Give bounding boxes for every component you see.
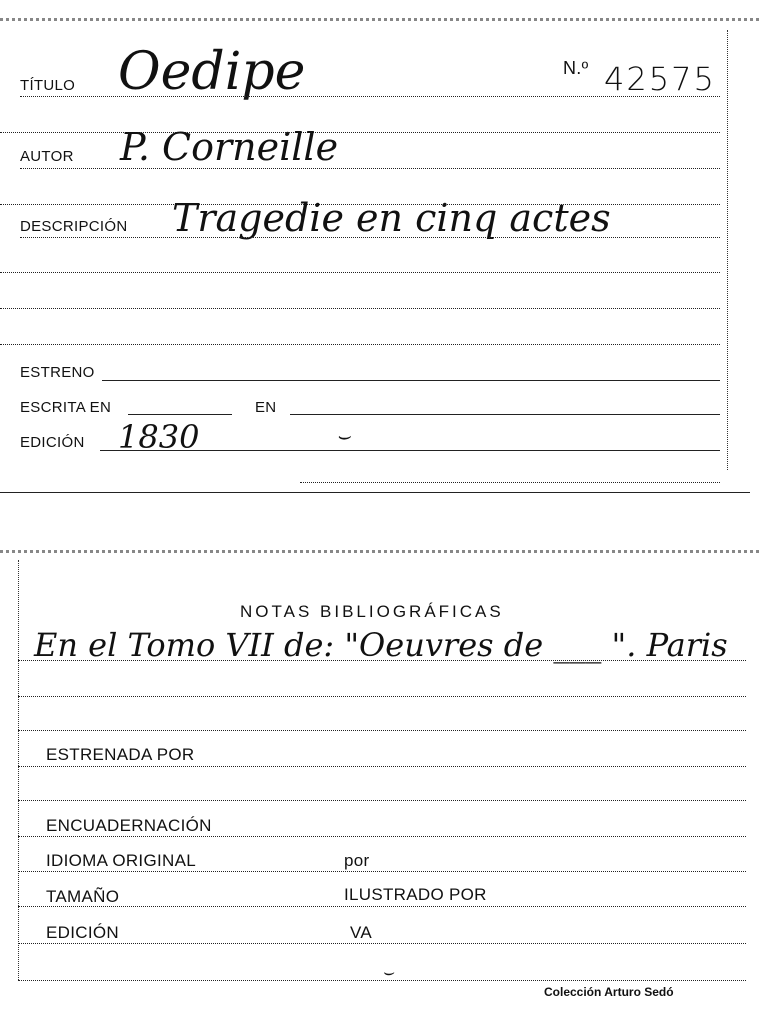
descripcion-label: DESCRIPCIÓN: [20, 218, 128, 235]
titulo-label: TÍTULO: [20, 77, 76, 94]
estrenada-line: [18, 766, 746, 767]
en-line: [290, 414, 720, 415]
card-bottom-border: [0, 492, 750, 493]
tilde-mark: ⌣: [382, 962, 394, 983]
blank-line: [0, 344, 720, 345]
edicion-value: 1830: [118, 418, 200, 456]
tilde-mark: ⌣: [336, 424, 351, 449]
escrita-en-line: [128, 414, 232, 415]
blank-line: [18, 696, 746, 697]
card-top-edge: [0, 550, 759, 553]
numero-value: 42575: [604, 60, 716, 98]
blank-line: [300, 482, 720, 483]
edicion-label: EDICIÓN: [20, 434, 85, 451]
numero-label: N.º: [563, 58, 589, 78]
edicion-line: [100, 450, 720, 451]
tamano-label: TAMAÑO: [46, 887, 120, 906]
blank-line: [18, 730, 746, 731]
estreno-line: [102, 380, 720, 381]
notas-value: En el Tomo VII de: "Oeuvres de ___ ". Paris: [34, 626, 728, 664]
blank-line: [18, 800, 746, 801]
descripcion-value: Tragedie en cinq actes: [172, 196, 611, 240]
idioma-label: IDIOMA ORIGINAL: [46, 851, 196, 870]
blank-line: [0, 308, 720, 309]
descripcion-line: [20, 237, 720, 238]
blank-line: [0, 132, 720, 133]
ilustrado-label: ILUSTRADO POR: [344, 885, 487, 904]
card-top-edge: [0, 18, 759, 21]
escrita-en-label: ESCRITA EN: [20, 399, 112, 416]
tamano-line: [18, 906, 746, 907]
left-margin-line: [18, 560, 19, 980]
autor-line: [20, 168, 720, 169]
right-margin-line: [727, 30, 728, 470]
notas-heading: NOTAS BIBLIOGRÁFICAS: [240, 602, 504, 621]
idioma-line: [18, 871, 746, 872]
encuadernacion-label: ENCUADERNACIÓN: [46, 816, 212, 835]
catalog-card-front: [0, 0, 759, 496]
encuadernacion-line: [18, 836, 746, 837]
por-label: por: [344, 851, 370, 870]
collection-footer: Colección Arturo Sedó: [544, 985, 674, 999]
blank-line: [0, 272, 720, 273]
edicion-label: EDICIÓN: [46, 923, 119, 942]
edicion-line: [18, 943, 746, 944]
catalog-card-back: [0, 540, 759, 1028]
estrenada-por-label: ESTRENADA POR: [46, 745, 195, 764]
notas-line: [18, 660, 746, 661]
valor-label: VA: [350, 923, 373, 942]
autor-value: P. Corneille: [120, 125, 339, 169]
estreno-label: ESTRENO: [20, 364, 95, 381]
en-label: EN: [255, 399, 277, 416]
titulo-value: Oedipe: [118, 42, 306, 102]
autor-label: AUTOR: [20, 148, 74, 165]
titulo-line: [20, 96, 720, 97]
